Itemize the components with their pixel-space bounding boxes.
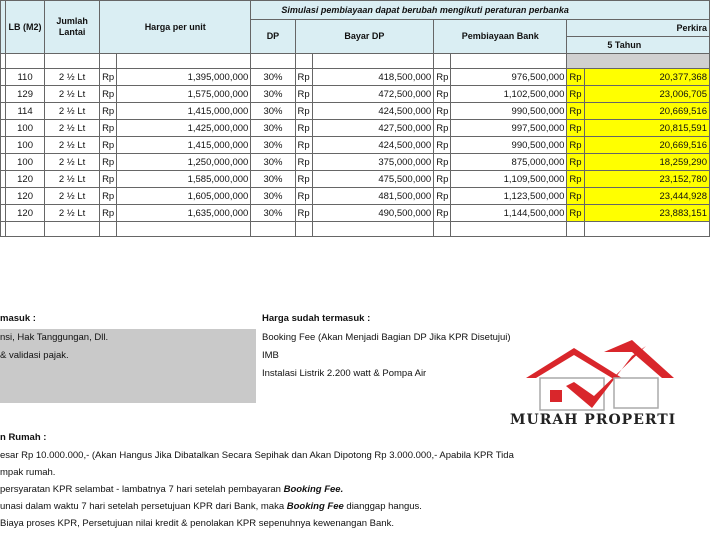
cell-cicilan: 23,444,928 bbox=[584, 188, 709, 205]
cell-harga: 1,585,000,000 bbox=[117, 171, 251, 188]
cell-lantai: 2 ½ Lt bbox=[45, 188, 100, 205]
sudah-termasuk-item: IMB bbox=[262, 350, 279, 361]
cell-lantai: 2 ½ Lt bbox=[45, 69, 100, 86]
cell-lantai: 2 ½ Lt bbox=[45, 103, 100, 120]
cell-currency: Rp bbox=[295, 188, 312, 205]
cell-dp: 30% bbox=[251, 120, 295, 137]
ketentuan-line-hangus bbox=[0, 499, 710, 514]
belum-termasuk-item: & validasi pajak. bbox=[0, 350, 69, 361]
cell-currency: Rp bbox=[100, 188, 117, 205]
belum-termasuk-section bbox=[0, 311, 108, 363]
ketentuan-line: esar Rp 10.000.000,- (Akan Hangus Jika Dibatalkan Secara Sepihak dan Akan Dipotong Rp 3.000.000,- Apabila KPR Tida bbox=[0, 450, 514, 461]
cell-currency: Rp bbox=[567, 137, 584, 154]
cell-bayar-dp: 481,500,000 bbox=[312, 188, 434, 205]
cell-bayar-dp: 427,500,000 bbox=[312, 120, 434, 137]
table-row bbox=[1, 188, 710, 205]
cell-currency: Rp bbox=[295, 137, 312, 154]
cell-pembiayaan: 990,500,000 bbox=[451, 103, 567, 120]
cell-currency: Rp bbox=[100, 137, 117, 154]
cell-harga: 1,605,000,000 bbox=[117, 188, 251, 205]
cell-bayar-dp: 424,500,000 bbox=[312, 103, 434, 120]
cell-lb: 100 bbox=[6, 154, 45, 171]
cell-pembiayaan: 1,102,500,000 bbox=[451, 86, 567, 103]
cell-harga: 1,415,000,000 bbox=[117, 137, 251, 154]
cell-cicilan: 20,815,591 bbox=[584, 120, 709, 137]
cell-pembiayaan: 990,500,000 bbox=[451, 137, 567, 154]
cell-bayar-dp: 424,500,000 bbox=[312, 137, 434, 154]
table-row bbox=[1, 69, 710, 86]
cell-currency: Rp bbox=[434, 86, 451, 103]
cell-currency: Rp bbox=[567, 154, 584, 171]
cell-dp: 30% bbox=[251, 188, 295, 205]
cell-currency: Rp bbox=[434, 69, 451, 86]
header-jumlah-lantai: Jumlah Lantai bbox=[45, 1, 100, 54]
cell-pembiayaan: 1,144,500,000 bbox=[451, 205, 567, 222]
cell-cicilan: 23,006,705 bbox=[584, 86, 709, 103]
cell-dp: 30% bbox=[251, 171, 295, 188]
header-pembiayaan-bank: Pembiayaan Bank bbox=[434, 20, 567, 54]
cell-lantai: 2 ½ Lt bbox=[45, 137, 100, 154]
ketentuan-title: n Rumah : bbox=[0, 432, 47, 443]
logo-text: MURAH PROPERTI bbox=[510, 412, 677, 428]
cell-lb: 120 bbox=[6, 171, 45, 188]
cell-currency: Rp bbox=[295, 69, 312, 86]
cell-lantai: 2 ½ Lt bbox=[45, 120, 100, 137]
booking-fee-label: Booking Fee bbox=[286, 501, 344, 512]
ketentuan-section bbox=[0, 430, 710, 531]
cell-currency: Rp bbox=[434, 154, 451, 171]
belum-termasuk-title: masuk : bbox=[0, 313, 36, 324]
ketentuan-line-booking bbox=[0, 482, 710, 497]
cell-currency: Rp bbox=[567, 69, 584, 86]
cell-lantai: 2 ½ Lt bbox=[45, 171, 100, 188]
cell-bayar-dp: 475,500,000 bbox=[312, 171, 434, 188]
cell-harga: 1,415,000,000 bbox=[117, 103, 251, 120]
booking-fee-label: Booking Fee. bbox=[283, 484, 344, 495]
cell-currency: Rp bbox=[567, 120, 584, 137]
cell-currency: Rp bbox=[567, 86, 584, 103]
cell-currency: Rp bbox=[434, 137, 451, 154]
ketentuan-line-text: persyaratan KPR selambat - lambatnya 7 hari setelah pembayaran bbox=[0, 484, 281, 495]
header-simulasi: Simulasi pembiayaan dapat berubah mengikuti peraturan perbanka bbox=[251, 1, 710, 20]
table-row bbox=[1, 86, 710, 103]
sudah-termasuk-item: Booking Fee (Akan Menjadi Bagian DP Jika KPR Disetujui) bbox=[262, 332, 511, 343]
cell-dp: 30% bbox=[251, 137, 295, 154]
cell-pembiayaan: 1,109,500,000 bbox=[451, 171, 567, 188]
sudah-termasuk-title: Harga sudah termasuk : bbox=[262, 313, 371, 324]
cell-cicilan: 23,883,151 bbox=[584, 205, 709, 222]
header-perkiraan: Perkira bbox=[567, 20, 710, 37]
table-row bbox=[1, 120, 710, 137]
belum-termasuk-item: nsi, Hak Tanggungan, Dll. bbox=[0, 332, 109, 343]
cell-lantai: 2 ½ Lt bbox=[45, 205, 100, 222]
cell-bayar-dp: 418,500,000 bbox=[312, 69, 434, 86]
cell-currency: Rp bbox=[567, 171, 584, 188]
cell-lb: 114 bbox=[6, 103, 45, 120]
cell-currency: Rp bbox=[434, 205, 451, 222]
cell-harga: 1,395,000,000 bbox=[117, 69, 251, 86]
cell-currency: Rp bbox=[100, 171, 117, 188]
cell-lb: 100 bbox=[6, 137, 45, 154]
table-row bbox=[1, 171, 710, 188]
cell-currency: Rp bbox=[295, 205, 312, 222]
cell-harga: 1,250,000,000 bbox=[117, 154, 251, 171]
cell-cicilan: 23,152,780 bbox=[584, 171, 709, 188]
cell-currency: Rp bbox=[100, 154, 117, 171]
cell-bayar-dp: 472,500,000 bbox=[312, 86, 434, 103]
cell-currency: Rp bbox=[295, 103, 312, 120]
cell-currency: Rp bbox=[100, 103, 117, 120]
price-table bbox=[0, 0, 710, 237]
cell-lb: 110 bbox=[6, 69, 45, 86]
cell-currency: Rp bbox=[434, 171, 451, 188]
cell-lantai: 2 ½ Lt bbox=[45, 86, 100, 103]
cell-harga: 1,425,000,000 bbox=[117, 120, 251, 137]
cell-currency: Rp bbox=[100, 205, 117, 222]
cell-currency: Rp bbox=[295, 120, 312, 137]
cell-currency: Rp bbox=[567, 103, 584, 120]
cell-harga: 1,635,000,000 bbox=[117, 205, 251, 222]
cell-dp: 30% bbox=[251, 205, 295, 222]
table-row bbox=[1, 137, 710, 154]
sudah-termasuk-item: Instalasi Listrik 2.200 watt & Pompa Air bbox=[262, 368, 427, 379]
cell-cicilan: 20,669,516 bbox=[584, 137, 709, 154]
cell-harga: 1,575,000,000 bbox=[117, 86, 251, 103]
cell-bayar-dp: 490,500,000 bbox=[312, 205, 434, 222]
cell-currency: Rp bbox=[434, 103, 451, 120]
cell-pembiayaan: 875,000,000 bbox=[451, 154, 567, 171]
cell-bayar-dp: 375,000,000 bbox=[312, 154, 434, 171]
ketentuan-line: mpak rumah. bbox=[0, 467, 56, 478]
cell-dp: 30% bbox=[251, 69, 295, 86]
cell-dp: 30% bbox=[251, 103, 295, 120]
cell-currency: Rp bbox=[100, 120, 117, 137]
cell-currency: Rp bbox=[434, 188, 451, 205]
cell-currency: Rp bbox=[100, 86, 117, 103]
cell-pembiayaan: 1,123,500,000 bbox=[451, 188, 567, 205]
cell-lb: 100 bbox=[6, 120, 45, 137]
header-tenor: 5 Tahun bbox=[567, 37, 710, 54]
cell-lb: 120 bbox=[6, 188, 45, 205]
cell-cicilan: 20,377,368 bbox=[584, 69, 709, 86]
table-row bbox=[1, 205, 710, 222]
cell-currency: Rp bbox=[100, 69, 117, 86]
header-harga: Harga per unit bbox=[100, 1, 251, 54]
house-logo-icon bbox=[514, 338, 692, 412]
header-dp: DP bbox=[251, 20, 295, 54]
cell-currency: Rp bbox=[567, 205, 584, 222]
cell-dp: 30% bbox=[251, 154, 295, 171]
header-bayar-dp: Bayar DP bbox=[295, 20, 434, 54]
hangus-suffix: dianggap hangus. bbox=[346, 501, 422, 512]
cell-cicilan: 18,259,290 bbox=[584, 154, 709, 171]
cell-pembiayaan: 997,500,000 bbox=[451, 120, 567, 137]
table-row bbox=[1, 103, 710, 120]
cell-dp: 30% bbox=[251, 86, 295, 103]
header-lb: LB (M2) bbox=[6, 1, 45, 54]
cell-currency: Rp bbox=[567, 188, 584, 205]
cell-lantai: 2 ½ Lt bbox=[45, 154, 100, 171]
ketentuan-line: Biaya proses KPR, Persetujuan nilai kredit & penolakan KPR sepenuhnya kewenangan Bank. bbox=[0, 518, 394, 529]
ketentuan-line-text: unasi dalam waktu 7 hari setelah persetujuan KPR dari Bank, maka bbox=[0, 501, 285, 512]
cell-currency: Rp bbox=[295, 86, 312, 103]
cell-currency: Rp bbox=[295, 171, 312, 188]
cell-currency: Rp bbox=[295, 154, 312, 171]
cell-pembiayaan: 976,500,000 bbox=[451, 69, 567, 86]
cell-lb: 120 bbox=[6, 205, 45, 222]
table-row-blank bbox=[1, 222, 710, 237]
cell-currency: Rp bbox=[434, 120, 451, 137]
cell-lb: 129 bbox=[6, 86, 45, 103]
sudah-termasuk-section bbox=[262, 311, 511, 381]
cell-cicilan: 20,669,516 bbox=[584, 103, 709, 120]
table-row bbox=[1, 154, 710, 171]
